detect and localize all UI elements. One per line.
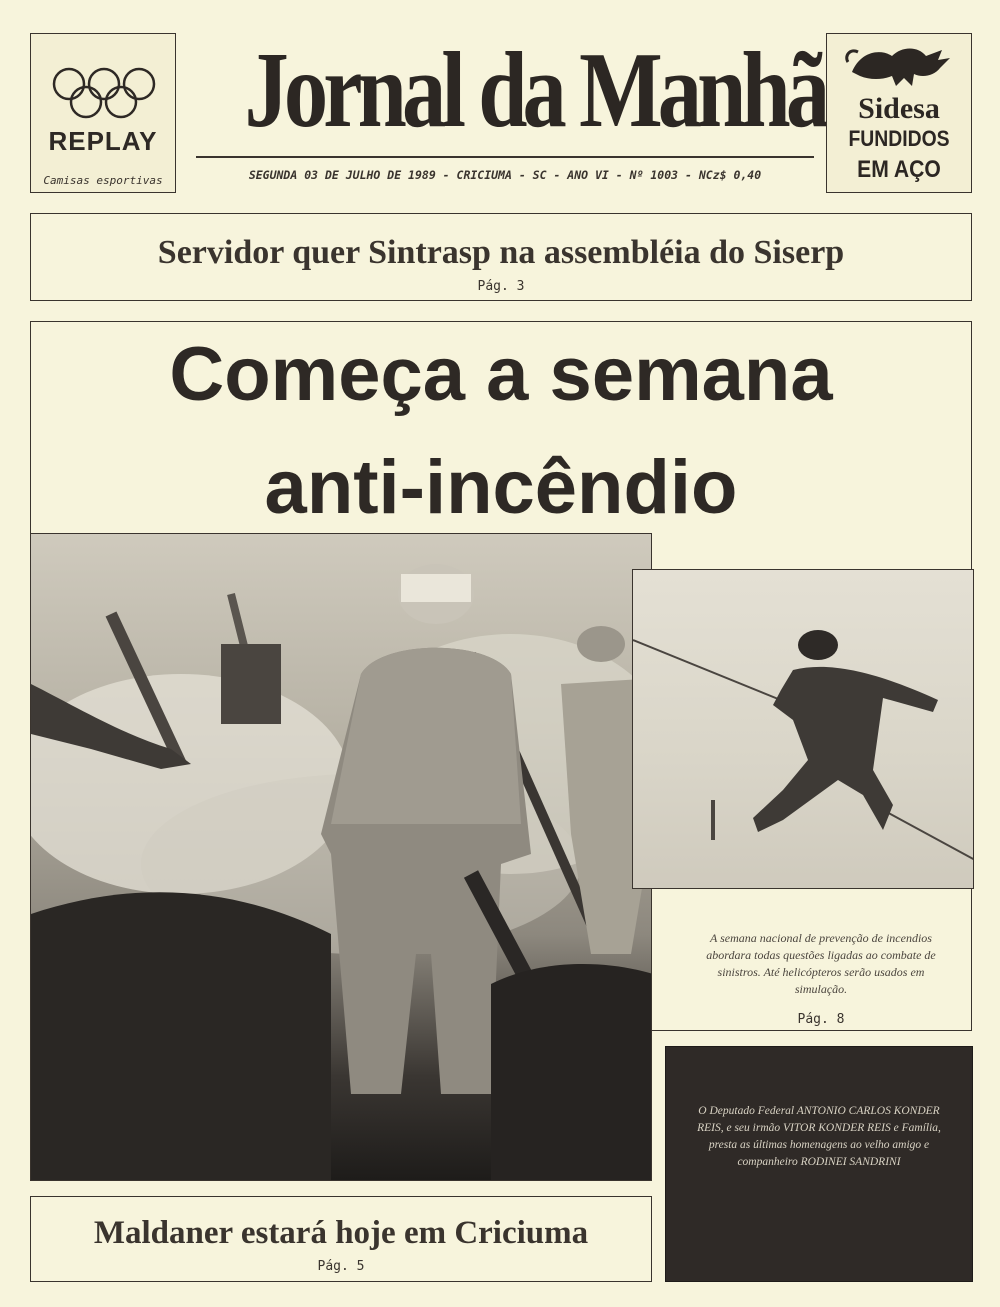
replay-ad xyxy=(30,33,176,193)
sidesa-brand: Sidesa xyxy=(858,92,940,125)
dragon-logo-icon xyxy=(842,42,958,90)
dateline: SEGUNDA 03 DE JULHO DE 1989 - CRICIUMA - SC - ANO VI - Nº 1003 - NCz$ 0,40 xyxy=(248,168,762,182)
masthead-rule xyxy=(196,156,814,158)
replay-brand: REPLAY xyxy=(48,126,158,156)
obituary-text: O Deputado Federal ANTONIO CARLOS KONDER REIS, e seu irmão VITOR KONDER REIS e Família, presta as últimas homenagens ao velho amigo e companheiro RODINEI SANDRINI xyxy=(697,1105,941,1168)
servidor-page-ref: Pág. 3 xyxy=(477,279,525,294)
main-photo-caption: A semana nacional de prevenção de incendios abordara todas questões ligadas ao combate de sinistros. Até helicópteros serão usados em simulação. xyxy=(706,931,936,996)
maldaner-page-ref: Pág. 5 xyxy=(317,1259,365,1274)
main-page-ref: Pág. 8 xyxy=(797,1012,845,1027)
masthead-title: Jornal da Manhã xyxy=(244,31,826,150)
main-headline-line2: anti-incêndio xyxy=(264,445,738,530)
olympic-rings-icon xyxy=(49,64,159,124)
obituary-notice xyxy=(665,1046,973,1282)
firefighters-photo-illustration xyxy=(31,534,652,1181)
sidesa-line1: FUNDIDOS xyxy=(848,126,950,151)
rope-rescue-photo-illustration xyxy=(633,570,974,889)
main-headline-line1: Começa a semana xyxy=(169,332,833,417)
firefighters-photo xyxy=(30,533,652,1181)
replay-tagline: Camisas esportivas xyxy=(43,174,163,187)
maldaner-article xyxy=(30,1196,652,1282)
servidor-headline: Servidor quer Sintrasp na assembléia do Siserp xyxy=(157,234,845,271)
sidesa-ad xyxy=(826,33,972,193)
sidesa-line2: EM AÇO xyxy=(857,156,941,183)
maldaner-headline: Maldaner estará hoje em Criciuma xyxy=(93,1215,589,1251)
servidor-article xyxy=(30,213,972,301)
rope-rescue-photo xyxy=(632,569,974,889)
